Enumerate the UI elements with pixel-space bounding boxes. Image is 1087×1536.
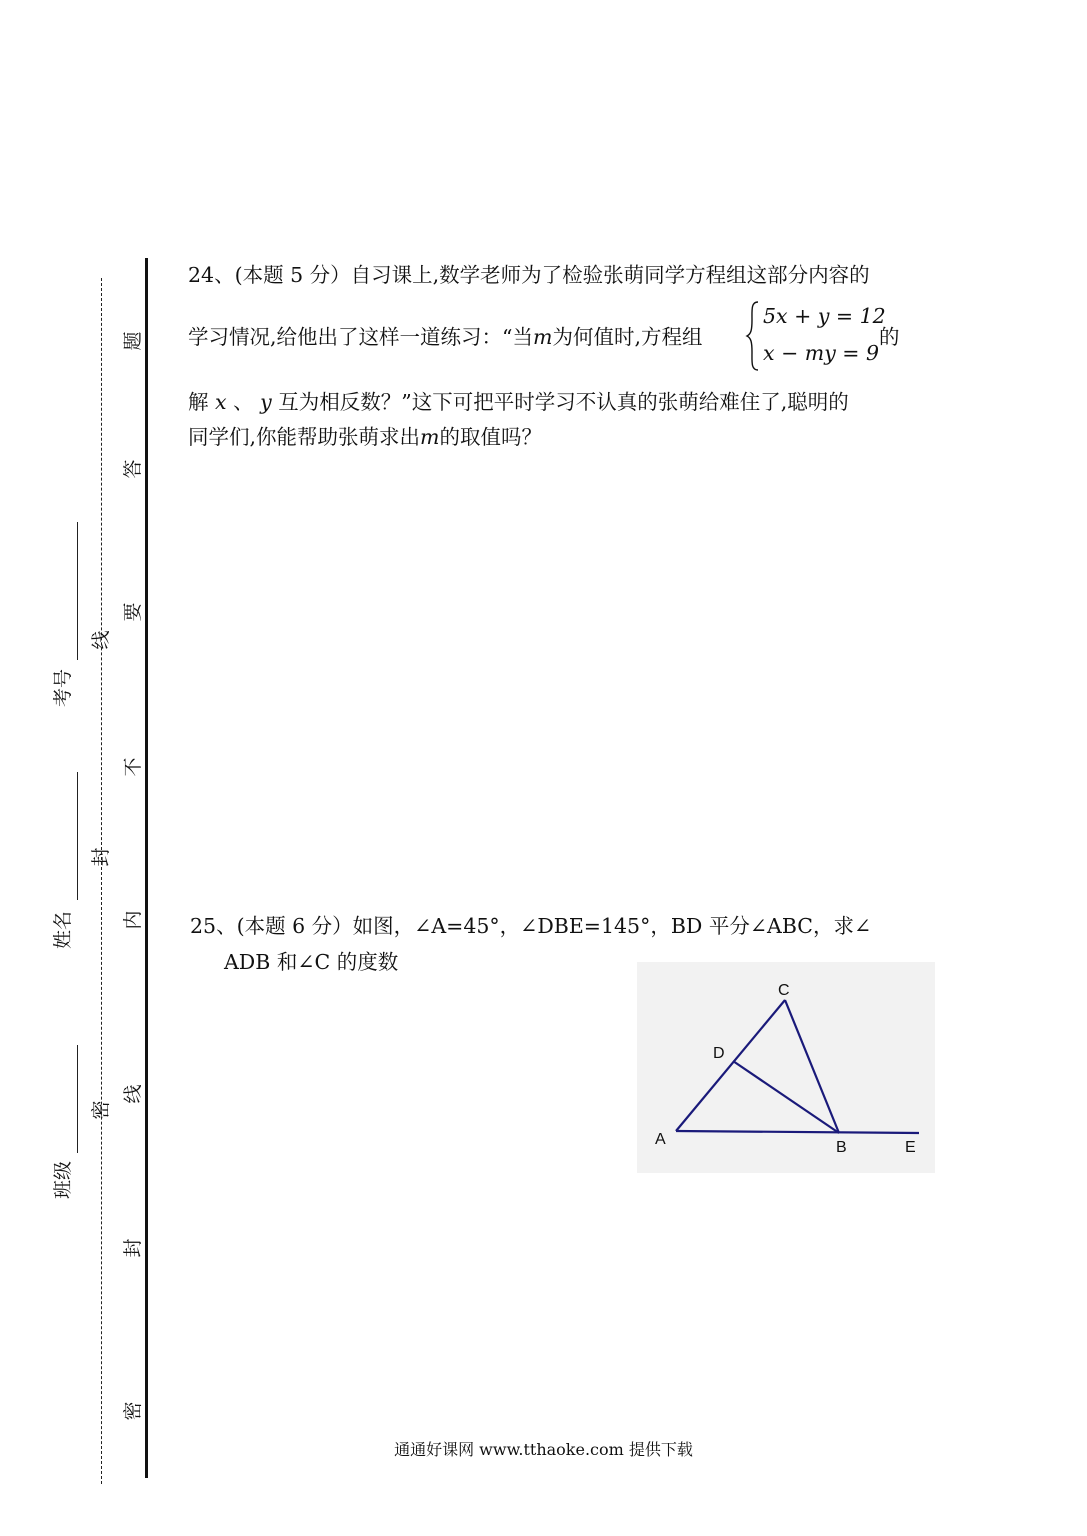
q25-line-1: 25、(本题 6 分）如图，∠A=45°，∠DBE=145°，BD 平分∠ABC，求∠ xyxy=(190,914,872,938)
seal-dashed-line xyxy=(101,278,102,1484)
q24-text: 的 xyxy=(879,325,900,349)
exam-number-fill-line xyxy=(77,522,78,660)
q24-line-4 xyxy=(188,422,542,452)
segment-cb xyxy=(785,1000,839,1133)
label-e: E xyxy=(905,1139,916,1156)
seal-char: 封 xyxy=(122,1238,144,1258)
triangle-figure xyxy=(637,962,935,1173)
var-m: m xyxy=(533,325,553,349)
var-x: x xyxy=(215,390,227,414)
q24-text: 同学们,你能帮助张萌求出 xyxy=(188,425,421,449)
q24-line-1: 24、(本题 5 分）自习课上,数学老师为了检验张萌同学方程组这部分内容的 xyxy=(188,263,870,287)
q24-text: 互为相反数？”这下可把平时学习不认真的张萌给难住了,聪明的 xyxy=(278,390,849,414)
q24-text: 、 xyxy=(233,390,254,414)
q24-text: 的取值吗？ xyxy=(439,425,542,449)
segment-ac xyxy=(676,1000,785,1131)
name-label: 姓名 xyxy=(52,910,75,950)
q24-text: 学习情况,给他出了这样一道练习：“当 xyxy=(188,325,533,349)
left-brace xyxy=(745,300,761,372)
segment-db xyxy=(733,1061,839,1133)
q24-line-3 xyxy=(188,387,849,417)
seal-char: 不 xyxy=(122,757,144,777)
q24-text: 解 xyxy=(188,390,209,414)
label-d: D xyxy=(713,1045,725,1062)
seal-char: 答 xyxy=(122,459,144,479)
seal-solid-line xyxy=(145,258,148,1478)
q24-text: 为何值时,方程组 xyxy=(552,325,703,349)
equation-system xyxy=(745,300,886,372)
segment-ae xyxy=(676,1131,919,1133)
equation-1: 5x + y = 12 xyxy=(763,304,886,328)
label-a: A xyxy=(655,1131,666,1148)
seal-char: 线 xyxy=(122,1084,144,1104)
seal-char: 内 xyxy=(122,910,144,930)
seal-char: 线 xyxy=(90,630,112,650)
seal-char: 密 xyxy=(122,1401,144,1421)
label-b: B xyxy=(836,1139,847,1156)
seal-char: 封 xyxy=(90,847,112,867)
q25-line-2: ADB 和∠C 的度数 xyxy=(224,950,399,974)
q24-line-2 xyxy=(188,322,702,352)
exam-number-label: 考号 xyxy=(52,668,75,708)
name-fill-line xyxy=(77,772,78,900)
seal-char: 要 xyxy=(122,602,144,622)
seal-char: 题 xyxy=(122,331,144,351)
triangle-diagram xyxy=(637,962,935,1173)
seal-char: 密 xyxy=(90,1100,112,1120)
footer-source: 通通好课网 www.tthaoke.com 提供下载 xyxy=(394,1440,693,1459)
class-label: 班级 xyxy=(52,1160,75,1200)
var-m: m xyxy=(420,425,440,449)
class-fill-line xyxy=(77,1045,78,1153)
var-y: y xyxy=(260,390,272,414)
label-c: C xyxy=(778,982,790,999)
equation-2: x − my = 9 xyxy=(763,341,880,365)
